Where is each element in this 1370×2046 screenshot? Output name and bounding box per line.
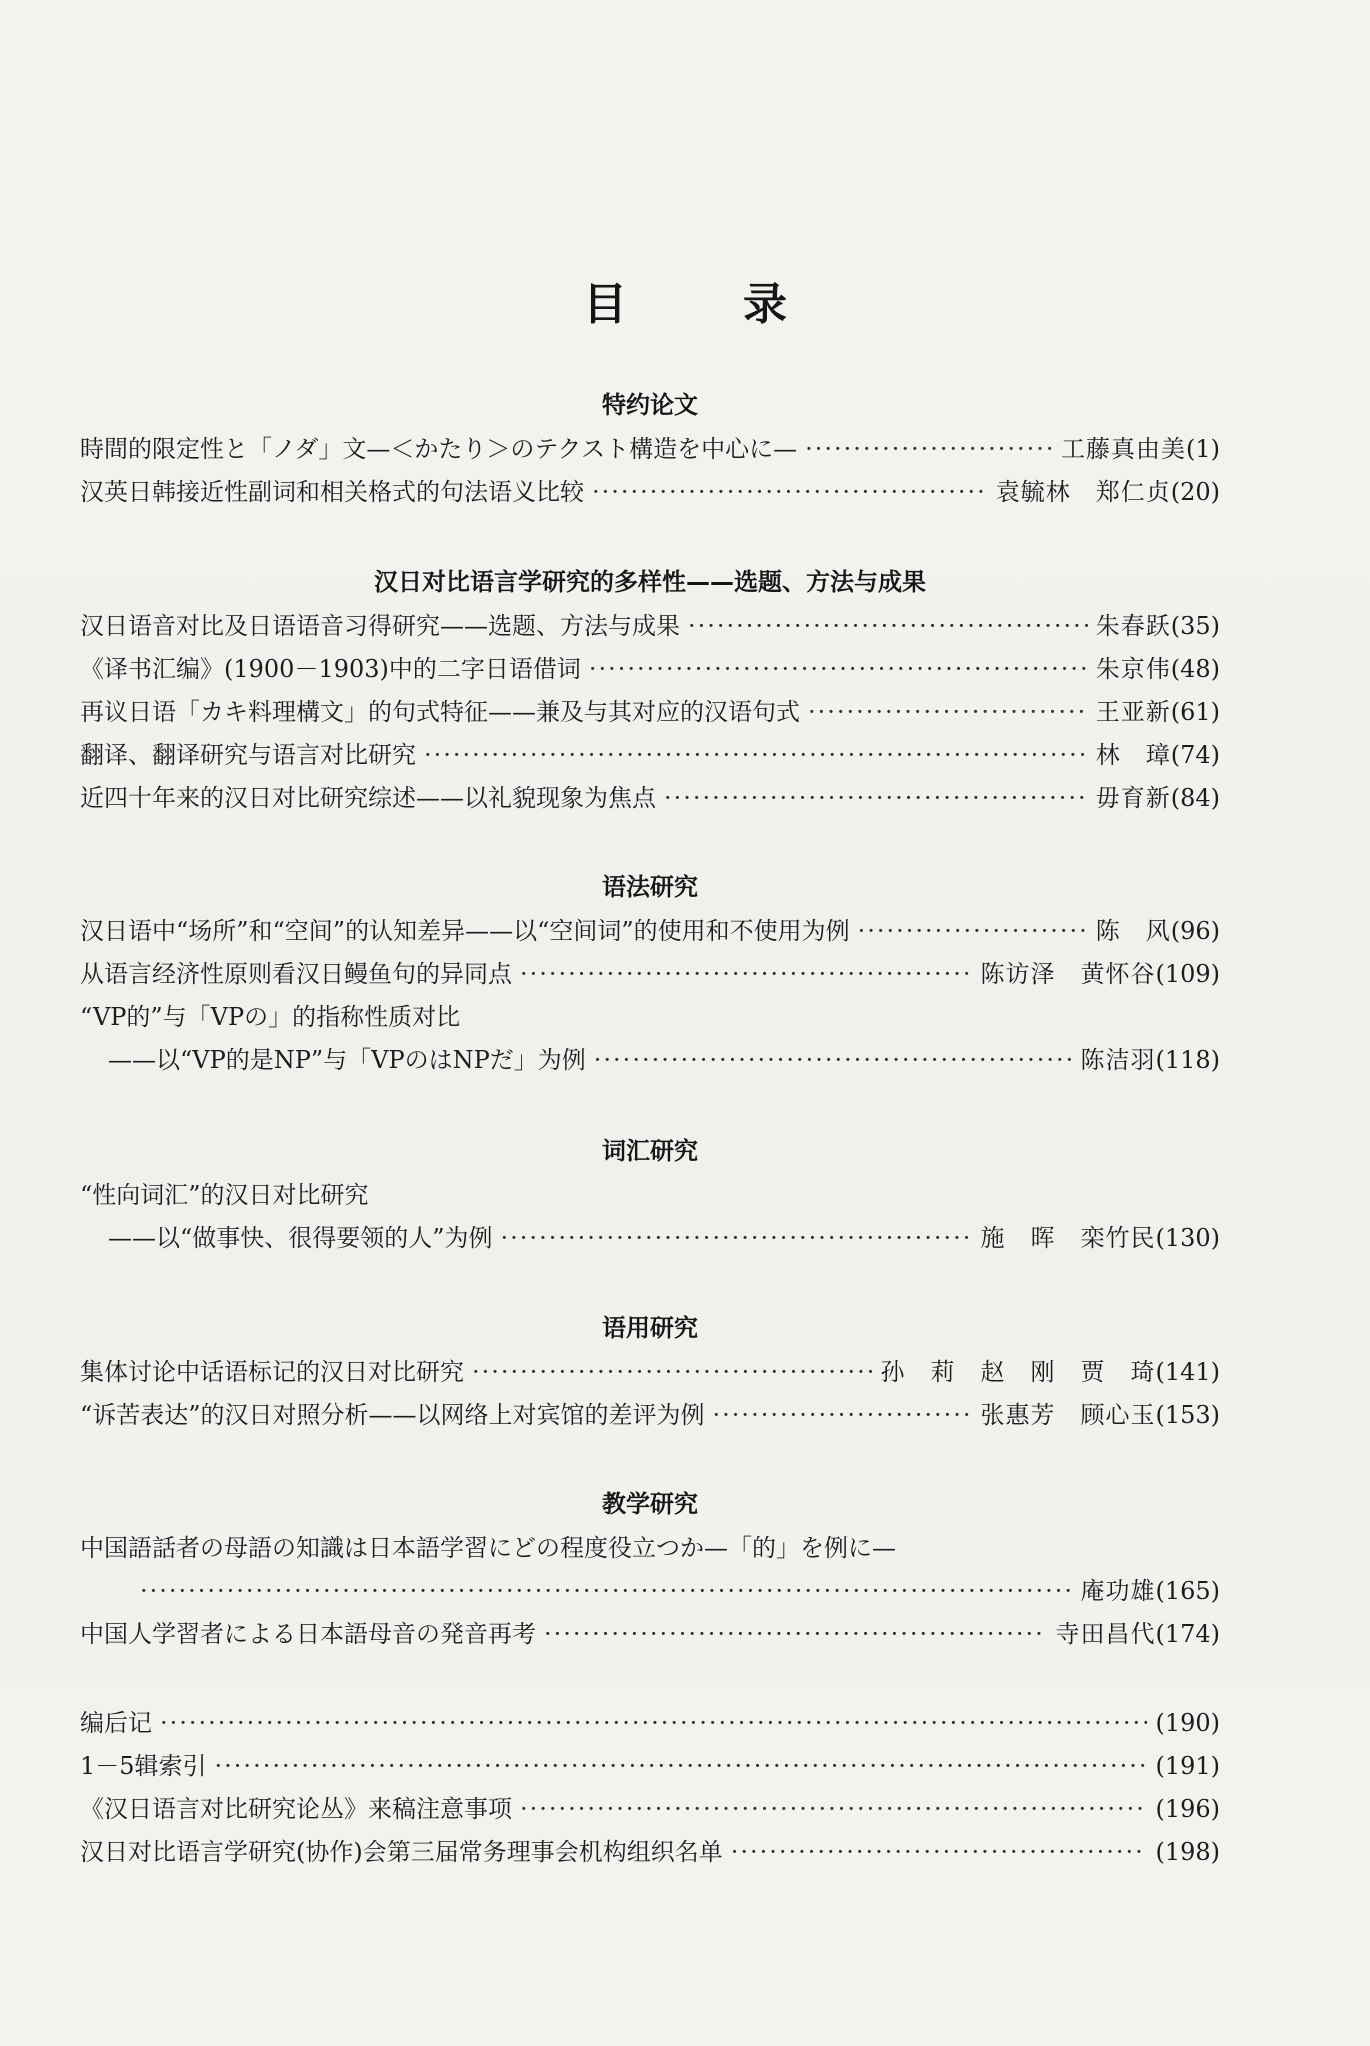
leader-dots [592,471,988,514]
entry-page: (130) [1155,1224,1220,1252]
leader-dots [520,953,972,996]
section-heading: 教学研究 [602,1490,698,1518]
leader-dots [808,691,1088,734]
leader-dots [858,910,1088,953]
leader-dots [160,1702,1147,1745]
entry-author: 寺田昌代 [1055,1620,1156,1648]
entry-author: 孙 莉 赵 刚 贾 琦 [880,1358,1156,1386]
entry-title-line1[interactable]: “VP的”与「VPの」的指称性质对比 [80,1003,461,1031]
section-special [80,388,1220,514]
toc-entry[interactable] [80,1788,1220,1831]
toc-entry[interactable] [80,428,1220,471]
entry-title: 再议日语「カキ料理構文」的句式特征——兼及与其对应的汉语句式 [80,698,800,726]
section-heading: 特约论文 [602,391,698,419]
toc-entry[interactable] [80,953,1220,996]
entry-author: 陈洁羽 [1080,1046,1156,1074]
page-title: 目 录 [583,279,823,330]
section-vocabulary [80,1134,1220,1260]
entry-page: (198) [1155,1838,1220,1866]
leader-dots [805,428,1053,471]
leader-dots [215,1745,1148,1788]
leader-dots [589,648,1088,691]
entry-title-line1[interactable]: “性向词汇”的汉日对比研究 [80,1181,369,1209]
entry-author: 庵功雄 [1080,1577,1156,1605]
entry-subtitle: ——以“VP的是NP”与「VPのはNPだ」为例 [108,1046,586,1074]
entry-page: (118) [1155,1046,1220,1074]
entry-author: 陈 风 [1095,917,1171,945]
toc-entry[interactable] [80,910,1220,953]
toc-entry[interactable] [80,691,1220,734]
entry-title: 汉日语中“场所”和“空间”的认知差异——以“空间词”的使用和不使用为例 [80,917,850,945]
entry-title: 集体讨论中话语标记的汉日对比研究 [80,1358,464,1386]
entry-author: 朱京伟 [1095,655,1171,683]
section-heading: 语法研究 [602,873,698,901]
entry-title: 中国人学習者による日本語母音の発音再考 [80,1620,536,1648]
entry-author: 袁毓林 郑仁贞 [995,478,1171,506]
back-matter [80,1702,1220,1874]
entry-author: 张惠芳 顾心玉 [980,1401,1156,1429]
entry-page: (165) [1155,1577,1220,1605]
entry-page: (1) [1186,435,1220,463]
entry-page: (174) [1155,1620,1220,1648]
toc-entry[interactable] [80,1351,1220,1394]
section-heading: 语用研究 [602,1314,698,1342]
section-heading: 词汇研究 [602,1137,698,1165]
toc-entry[interactable] [80,648,1220,691]
section-heading: 汉日对比语言学研究的多样性——选题、方法与成果 [374,568,926,596]
section-grammar [80,870,1220,1082]
entry-page: (48) [1170,655,1220,683]
leader-dots [594,1039,1073,1082]
entry-title-line1[interactable]: 中国語話者の母語の知識は日本語学習にどの程度役立つか—「的」を例に— [80,1534,896,1562]
entry-page: (153) [1155,1401,1220,1429]
toc-entry[interactable] [80,1039,1220,1082]
entry-title: 汉日对比语言学研究(协作)会第三届常务理事会机构组织名单 [80,1838,723,1866]
toc-entry[interactable] [80,777,1220,820]
toc-entry[interactable] [80,605,1220,648]
entry-page: (35) [1170,612,1220,640]
entry-title: 《汉日语言对比研究论丛》来稿注意事项 [80,1795,512,1823]
entry-page: (190) [1155,1709,1220,1737]
entry-author: 陈访泽 黄怀谷 [980,960,1156,988]
entry-title: 時間的限定性と「ノダ」文—＜かたり＞のテクスト構造を中心に— [80,435,798,463]
entry-author: 施 晖 栾竹民 [980,1224,1156,1252]
toc-entry[interactable] [80,1217,1220,1260]
entry-page: (141) [1155,1358,1220,1386]
leader-dots [544,1613,1047,1656]
toc-entry[interactable] [80,1570,1220,1613]
entry-author: 林 璋 [1095,741,1171,769]
leader-dots [501,1217,973,1260]
toc-entry[interactable] [80,471,1220,514]
leader-dots [140,1570,1072,1613]
entry-subtitle: ——以“做事快、很得要领的人”为例 [108,1224,493,1252]
entry-author: 工藤真由美 [1061,435,1186,463]
entry-title: 近四十年来的汉日对比研究综述——以礼貌现象为焦点 [80,784,656,812]
toc-entry[interactable] [80,1394,1220,1437]
entry-author: 王亚新 [1095,698,1171,726]
entry-title: 编后记 [80,1709,152,1737]
entry-page: (96) [1170,917,1220,945]
entry-page: (20) [1170,478,1220,506]
entry-page: (61) [1170,698,1220,726]
section-diversity [80,565,1220,820]
entry-title: 翻译、翻译研究与语言对比研究 [80,741,416,769]
entry-title: 汉英日韩接近性副词和相关格式的句法语义比较 [80,478,584,506]
entry-page: (196) [1155,1795,1220,1823]
entry-author: 毋育新 [1095,784,1171,812]
leader-dots [424,734,1088,777]
entry-page: (74) [1170,741,1220,769]
leader-dots [664,777,1088,820]
leader-dots [688,605,1088,648]
entry-title: 从语言经济性原则看汉日鳗鱼句的异同点 [80,960,512,988]
entry-title: “诉苦表达”的汉日对照分析——以网络上对宾馆的差评为例 [80,1401,705,1429]
section-pragmatics [80,1311,1220,1437]
entry-page: (109) [1155,960,1220,988]
leader-dots [520,1788,1147,1831]
leader-dots [713,1394,973,1437]
toc-entry[interactable] [80,1613,1220,1656]
toc-entry[interactable] [80,1745,1220,1788]
leader-dots [472,1351,872,1394]
entry-title: 汉日语音对比及日语语音习得研究——选题、方法与成果 [80,612,680,640]
entry-title: 1－5辑索引 [80,1752,207,1780]
toc-entry[interactable] [80,1702,1220,1745]
entry-author: 朱春跃 [1095,612,1171,640]
toc-entry[interactable] [80,1831,1220,1874]
entry-page: (191) [1155,1752,1220,1780]
entry-page: (84) [1170,784,1220,812]
leader-dots [731,1831,1148,1874]
section-teaching [80,1487,1220,1656]
entry-title: 《译书汇编》(1900－1903)中的二字日语借词 [80,655,581,683]
toc-entry[interactable] [80,734,1220,777]
